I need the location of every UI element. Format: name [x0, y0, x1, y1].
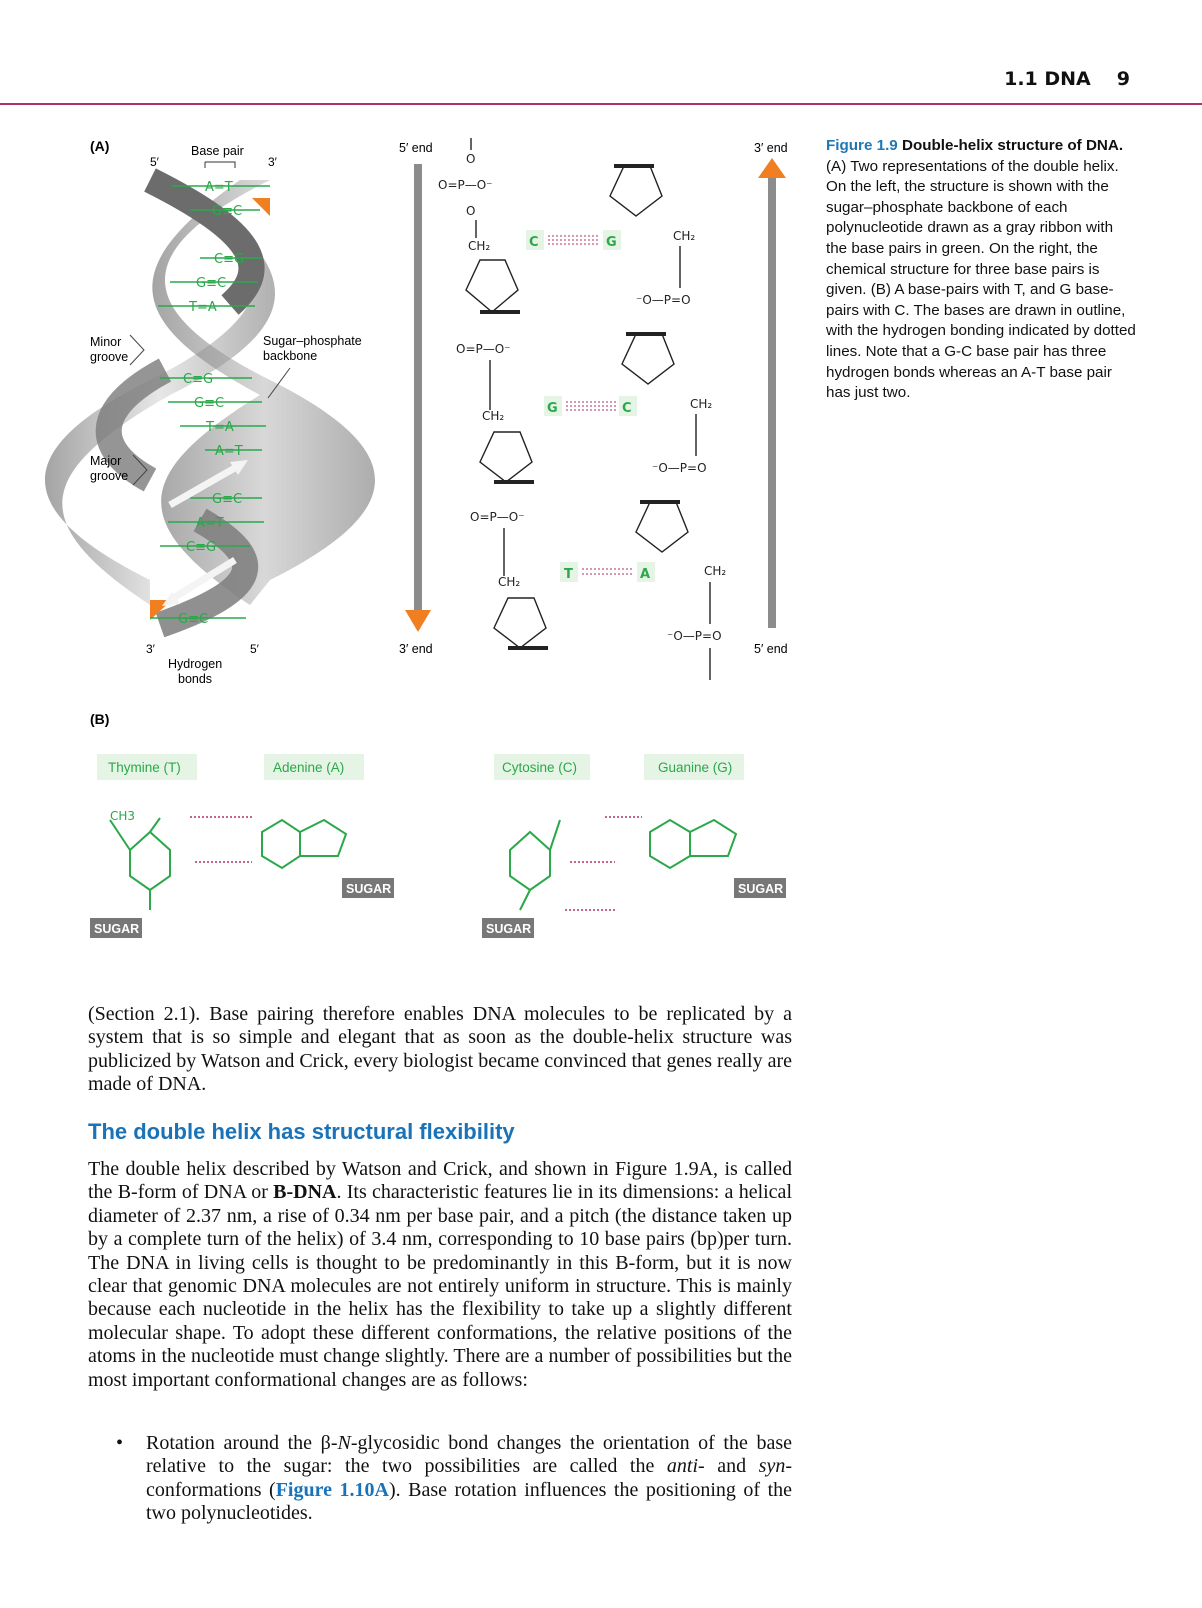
panel-b-label: (B) [90, 711, 110, 727]
helix-pair: G≡C [196, 276, 227, 291]
svg-text:O=P—O⁻: O=P—O⁻ [470, 510, 525, 524]
hbonds-label-1: Hydrogen [168, 657, 223, 671]
bullet-text-a: Rotation around the β- [146, 1432, 338, 1454]
sugar-label-g: SUGAR [738, 882, 784, 896]
helix-pair: G≡C [212, 492, 243, 507]
svg-text:⁻O—P=O: ⁻O—P=O [636, 293, 691, 307]
svg-text:⁻O—P=O: ⁻O—P=O [667, 629, 722, 643]
figure-caption [826, 136, 1138, 404]
svg-text:CH₂: CH₂ [673, 229, 696, 243]
major-groove-label-1: Major [90, 454, 122, 468]
helix-pair: C≡G [183, 372, 214, 387]
chem-left-base-1: C [529, 235, 539, 250]
sugar-label-c: SUGAR [486, 922, 532, 936]
svg-text:CH₂: CH₂ [690, 397, 713, 411]
header-rule [0, 103, 1202, 105]
chem-structure [399, 138, 788, 680]
bullet-text-d: ). Base rotation influences the positioning of the two polynucleotides. [146, 1478, 793, 1525]
thymine-label: Thymine (T) [108, 760, 181, 775]
bullet-syn: syn- [758, 1455, 792, 1478]
helix-pair: C≡G [214, 252, 245, 267]
chem-right-base-3: A [640, 567, 651, 582]
figure-title: Double-helix structure of DNA. [901, 137, 1124, 154]
bullet-n: N [337, 1432, 351, 1454]
backbone-label-2: backbone [263, 349, 318, 363]
p2-text-a: The double helix described by Watson and Crick, and shown in Figure 1.9A, is called the B-form of DNA or [88, 1158, 792, 1204]
helix-5prime-top: 5′ [150, 155, 159, 169]
section-title: 1.1 DNA [1004, 68, 1091, 90]
helix-pair: A=T [205, 180, 233, 195]
figure-number: Figure 1.9 [826, 137, 898, 154]
svg-text:O=P—O⁻: O=P—O⁻ [438, 178, 493, 192]
bullet-item [146, 1432, 792, 1526]
svg-text:CH₂: CH₂ [468, 239, 491, 253]
helix-3prime-bottom: 3′ [146, 642, 155, 656]
sugar-label-a: SUGAR [346, 882, 392, 896]
chem-left-base-3: T [564, 567, 573, 582]
figure-caption-text: (A) Two representations of the double helix. On the left, the structure is shown with the sugar–phosphate backbone of each polynucleotide drawn as a gray ribbon with the base pairs in green. On the right, the chemical structure for three base pairs is given. (B) A base-pairs with T, and G base-pairs with C. The bases are drawn in outline, with the hydrogen bonding indicated by dotted lines. Note that a G-C base pair has three hydrogen bonds whereas an A-T base pair has just two. [826, 157, 1136, 402]
paragraph-2 [88, 1158, 792, 1392]
chem-right-base-1: G [606, 235, 617, 250]
figure-svg [0, 120, 820, 980]
svg-text:O: O [466, 204, 476, 218]
cytosine-label: Cytosine (C) [502, 760, 578, 775]
sugar-label-t: SUGAR [94, 922, 140, 936]
bullet-text-c: conformations ( [146, 1478, 276, 1501]
chem-right-base-2: C [622, 401, 632, 416]
p2-text-b: . Its characteristic features lie in its dimensions: a helical diameter of 2.37 nm, a rise of 0.34 nm per base pair, and a pitch (the distance taken up by a complete turn of the helix) of 3.4 nm, corresponding to 10 base pairs (bp)per turn. The DNA in living cells is thought to be predominantly in this B-form, but it is now clear that genomic DNA molecules are not entirely uniform in structure. This is mainly because each nucleotide in the helix has the flexibility to take up a slightly different molecular shape. To adopt these different conformations, the relative positions of the atoms in the nucleotide must change slightly. There are a number of possibilities but the most important conformational changes are as follows: [88, 1181, 792, 1391]
helix-pair: G≡C [178, 612, 209, 627]
chem-3end-right: 3′ end [754, 141, 788, 155]
ta-pair-drawing [110, 818, 346, 910]
bdna-term: B-DNA [273, 1181, 337, 1204]
helix-5prime-bottom: 5′ [250, 642, 259, 656]
svg-text:O=P—O⁻: O=P—O⁻ [456, 342, 511, 356]
guanine-label: Guanine (G) [658, 760, 733, 775]
figure-1-10a-link[interactable]: Figure 1.10A [275, 1478, 389, 1501]
section-heading: The double helix has structural flexibility [88, 1119, 515, 1144]
helix-pair: A=T [196, 516, 224, 531]
cg-pair-drawing [510, 820, 736, 910]
hbonds-label-2: bonds [178, 672, 213, 686]
helix-pair: G≡C [194, 396, 225, 411]
paragraph-1: (Section 2.1). Base pairing therefore enables DNA molecules to be replicated by a system that is so simple and elegant that as soon as the double-helix structure was publicized by Watson and Crick, every biologist became convinced that genes really are made of DNA. [88, 1003, 792, 1096]
page-number: 9 [1116, 68, 1130, 90]
panel-a-label: (A) [90, 138, 110, 154]
chem-3end-left: 3′ end [399, 642, 433, 656]
helix-pair: T=A [189, 300, 217, 315]
chem-5end-right: 5′ end [754, 642, 788, 656]
svg-text:CH₂: CH₂ [482, 409, 505, 423]
helix-3prime-top: 3′ [268, 155, 277, 169]
minor-groove-label-2: groove [90, 350, 129, 364]
major-groove-label-2: groove [90, 469, 129, 483]
minor-groove-label-1: Minor [90, 335, 122, 349]
base-pair-label: Base pair [191, 144, 244, 158]
chem-5end-left: 5′ end [399, 141, 433, 155]
helix-pair: T=A [206, 420, 234, 435]
helix-pair: G≡C [212, 204, 243, 219]
svg-text:CH₂: CH₂ [498, 575, 521, 589]
chem-left-base-2: G [547, 401, 558, 416]
running-head [1004, 68, 1130, 90]
svg-text:⁻O—P=O: ⁻O—P=O [652, 461, 707, 475]
bullet-text-b: -glycosidic bond changes the orientation of the base relative to the sugar: the two possibilities are called the [146, 1432, 792, 1478]
figure-1-9 [0, 120, 820, 980]
helix-pair: C≡G [186, 540, 217, 555]
adenine-label: Adenine (A) [273, 760, 345, 775]
bullet-and: and [704, 1455, 759, 1478]
bullet-marker: • [116, 1432, 124, 1454]
svg-text:O: O [466, 152, 476, 166]
base-name-labels [97, 754, 744, 780]
bullet-anti: anti- [666, 1455, 705, 1478]
svg-text:CH₂: CH₂ [704, 564, 727, 578]
helix-pair: A=T [215, 444, 243, 459]
backbone-label-1: Sugar–phosphate [263, 334, 362, 348]
ch3-label: CH3 [110, 809, 136, 823]
